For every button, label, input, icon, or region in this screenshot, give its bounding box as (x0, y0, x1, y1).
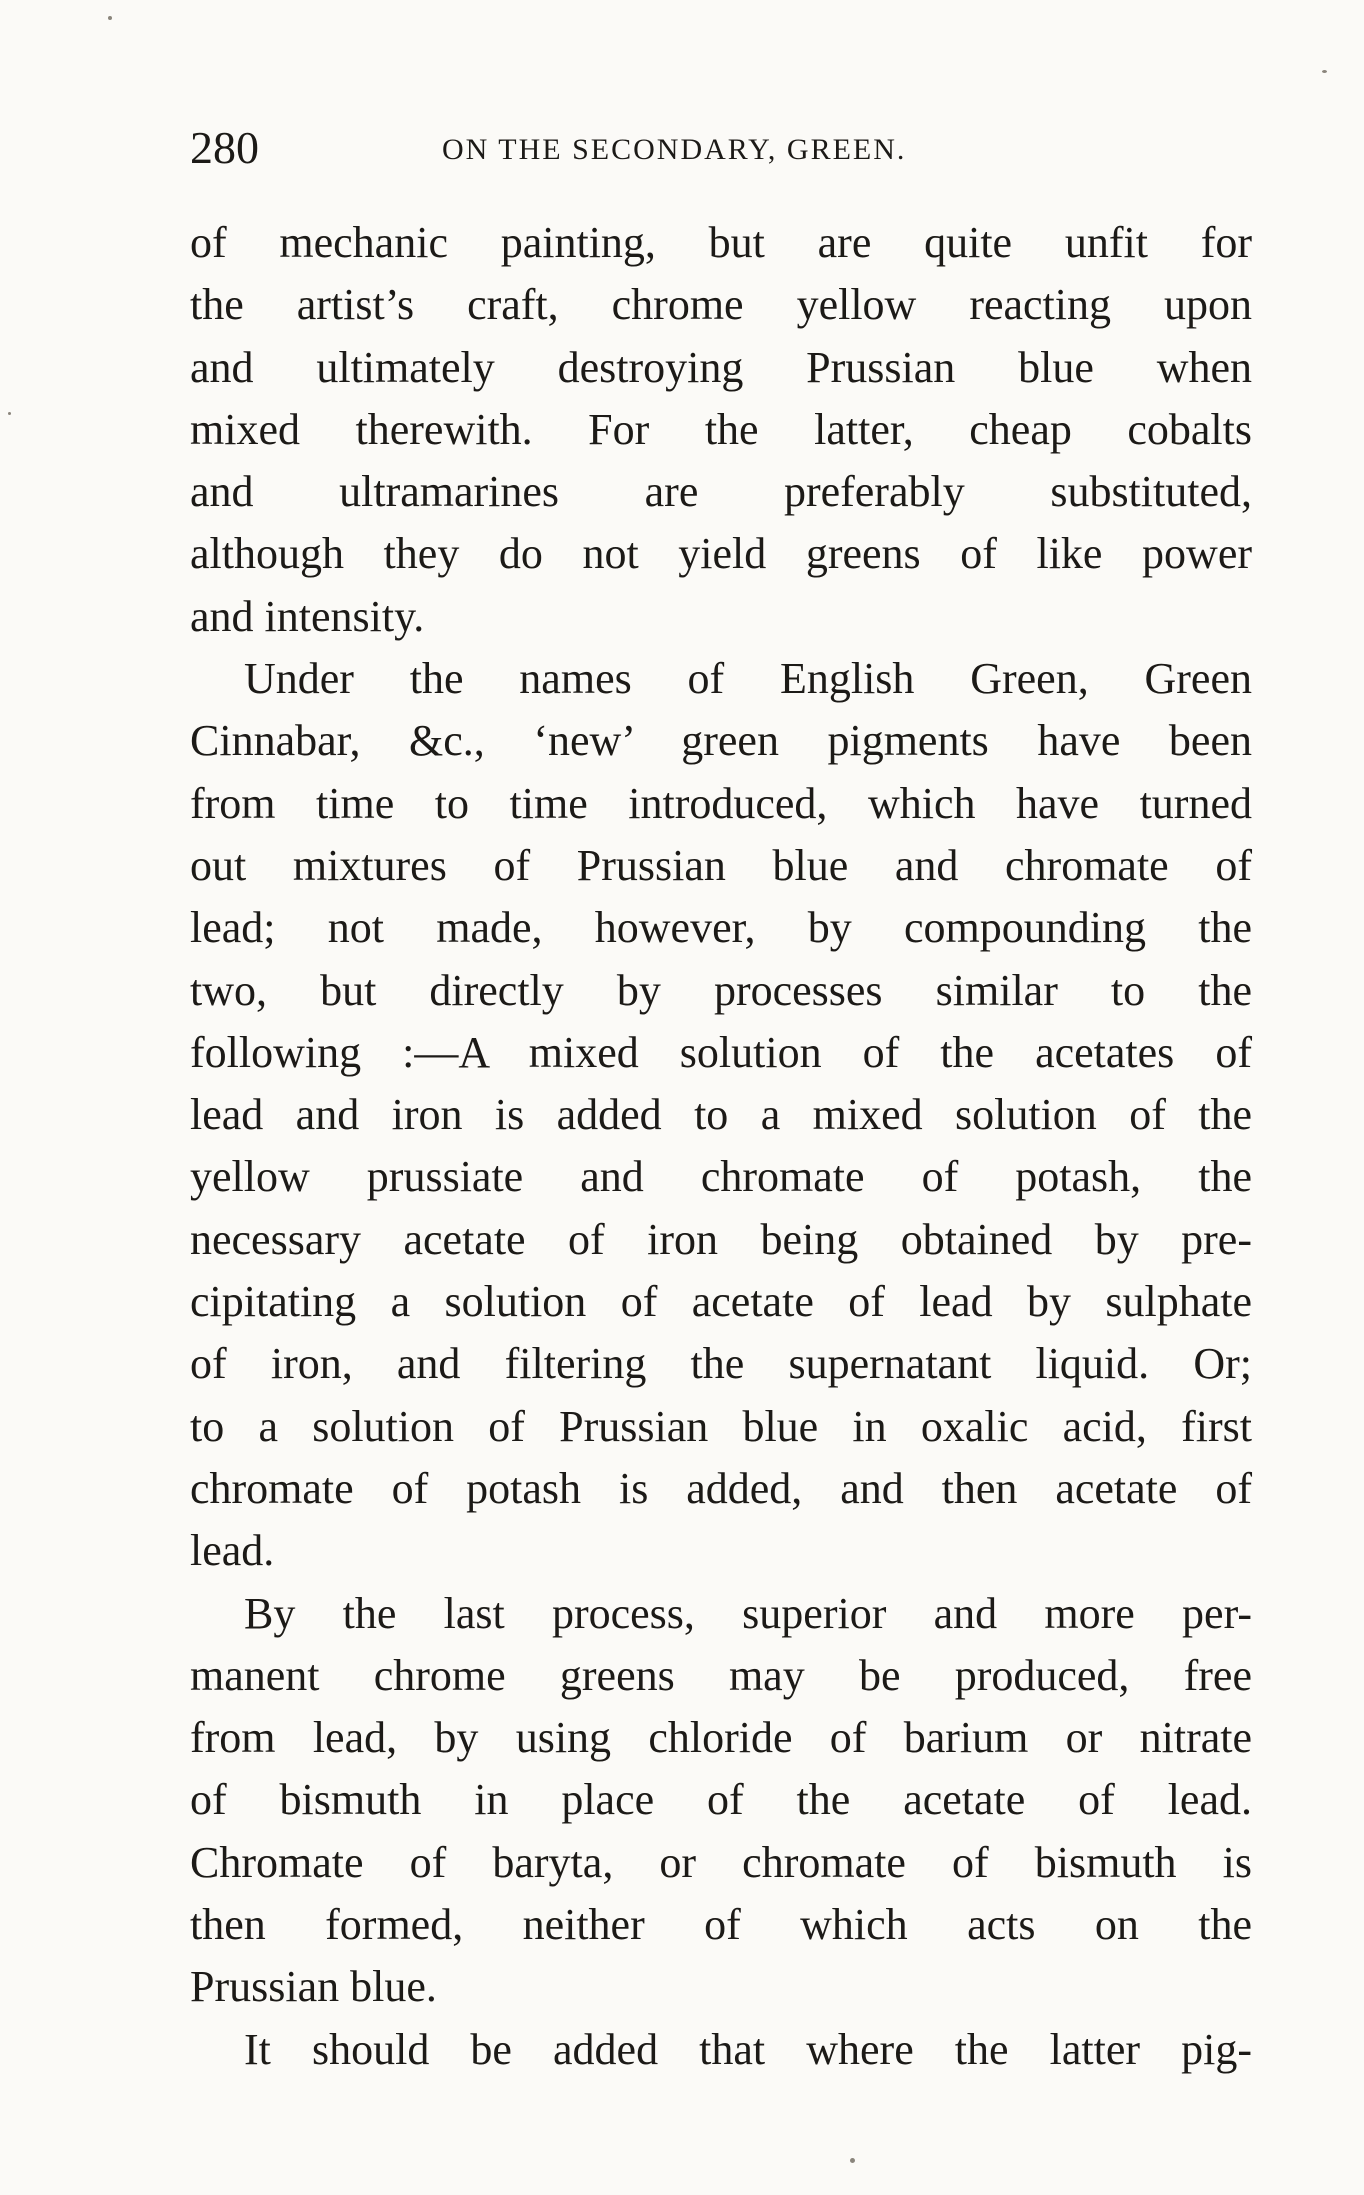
paper-speck (1322, 70, 1327, 73)
running-title: ON THE SECONDARY, GREEN. (442, 133, 907, 166)
text-line: and ultimately destroying Prussian blue when (190, 342, 1252, 392)
text-line: out mixtures of Prussian blue and chromate of (190, 840, 1252, 890)
text-line: Chromate of baryta, or chromate of bismuth is (190, 1837, 1252, 1887)
text-line: By the last process, superior and more per- (244, 1588, 1252, 1638)
text-line: following :—A mixed solution of the acetates of (190, 1027, 1252, 1077)
text-line: to a solution of Prussian blue in oxalic acid, first (190, 1401, 1252, 1451)
text-line: and intensity. (190, 591, 425, 641)
text-line: It should be added that where the latter pig- (244, 2024, 1252, 2074)
text-line: Prussian blue. (190, 1962, 437, 2012)
text-line: mixed therewith. For the latter, cheap cobalts (190, 404, 1252, 454)
text-line: of bismuth in place of the acetate of lead. (190, 1775, 1252, 1825)
text-line: from lead, by using chloride of barium or nitrate (190, 1713, 1252, 1763)
text-line: then formed, neither of which acts on the (190, 1900, 1252, 1950)
text-line: and ultramarines are preferably substituted, (190, 467, 1252, 517)
text-line: cipitating a solution of acetate of lead by sulphate (190, 1277, 1252, 1327)
text-line: although they do not yield greens of like power (190, 529, 1252, 579)
text-line: Under the names of English Green, Green (244, 654, 1252, 704)
body-text (190, 212, 1252, 2081)
text-line: of mechanic painting, but are quite unfit for (190, 218, 1252, 267)
text-line: necessary acetate of iron being obtained by pre- (190, 1214, 1252, 1264)
page-header (190, 118, 1250, 178)
paper-speck (108, 16, 112, 20)
text-line: lead and iron is added to a mixed solution of the (190, 1090, 1252, 1140)
text-line: chromate of potash is added, and then acetate of (190, 1463, 1252, 1513)
text-line: Cinnabar, &c., ‘new’ green pigments have been (190, 716, 1252, 766)
text-line: lead. (190, 1526, 275, 1576)
text-line: manent chrome greens may be produced, free (190, 1650, 1252, 1700)
text-line: lead; not made, however, by compounding the (190, 903, 1252, 953)
page-number: 280 (190, 122, 259, 173)
paper-speck (8, 412, 11, 415)
paper-speck (850, 2158, 855, 2163)
text-line: of iron, and filtering the supernatant liquid. Or; (190, 1339, 1252, 1389)
text-line: two, but directly by processes similar to the (190, 965, 1252, 1015)
text-line: from time to time introduced, which have turned (190, 778, 1252, 828)
text-line: yellow prussiate and chromate of potash, the (190, 1152, 1252, 1202)
text-line: the artist’s craft, chrome yellow reacting upon (190, 280, 1252, 330)
